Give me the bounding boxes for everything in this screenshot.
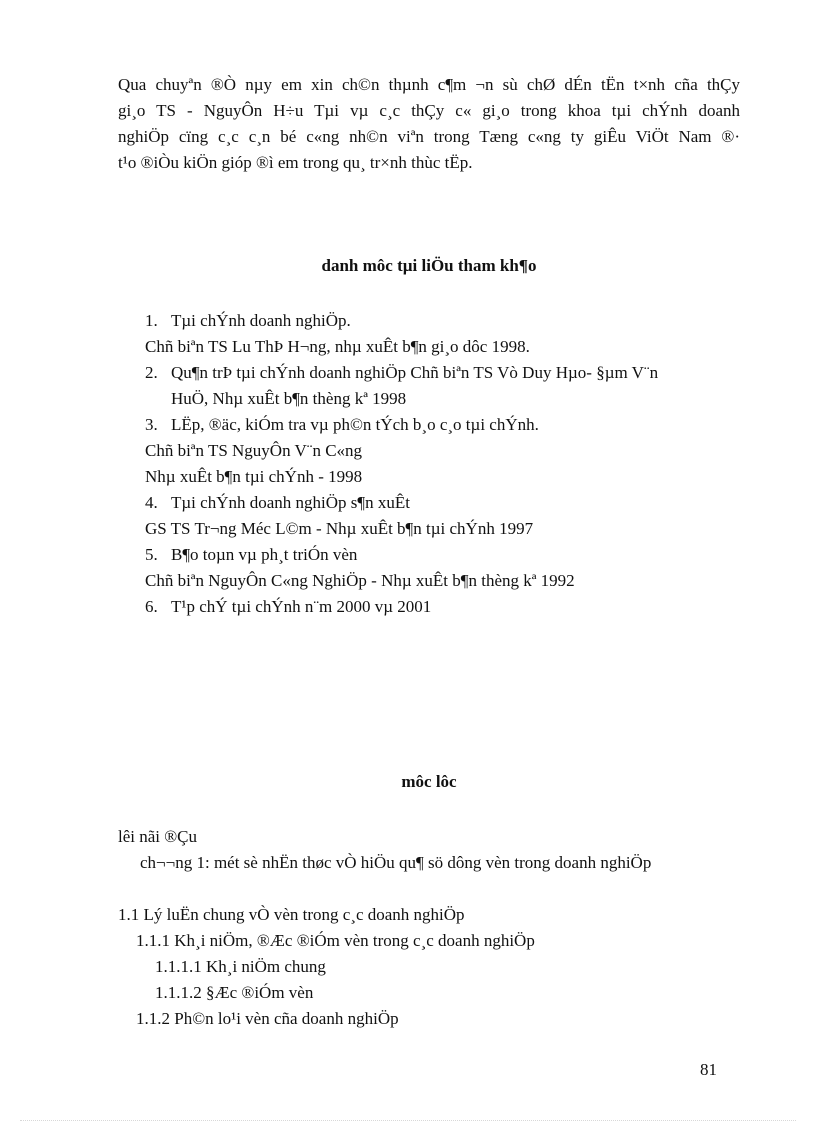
references-list xyxy=(145,308,745,620)
paragraph-line: t¹o ®iÒu kiÖn gióp ®ì em trong qu¸ tr×nh thùc tËp. xyxy=(118,153,473,172)
reference-number: 5. xyxy=(145,545,158,564)
acknowledgement-paragraph xyxy=(118,72,740,176)
reference-number: 4. xyxy=(145,493,158,512)
table-of-contents xyxy=(118,824,758,1032)
toc-entry: 1.1.2 Ph©n lo¹i vèn cña doanh nghiÖp xyxy=(136,1009,399,1028)
reference-line xyxy=(145,334,745,360)
toc-entry: ch¬¬ng 1: mét sè nhËn thøc vÒ hiÖu qu¶ sö dông vèn trong doanh nghiÖp xyxy=(140,853,652,872)
references-heading: danh môc tµi liÖu tham kh¶o xyxy=(321,256,537,275)
reference-line xyxy=(145,412,745,438)
reference-line xyxy=(145,464,745,490)
reference-line xyxy=(145,360,745,386)
reference-number: 6. xyxy=(145,597,158,616)
reference-number: 3. xyxy=(145,415,158,434)
reference-text: Chñ biªn NguyÔn C«ng NghiÖp - Nhµ xuÊt b¶n thèng kª 1992 xyxy=(145,571,575,590)
paragraph-line: Qua chuyªn ®Ò nµy em xin ch©n thµnh c¶m ¬n sù chØ dÉn tËn t×nh cña thÇy xyxy=(118,75,740,94)
reference-text: Tµi chÝnh doanh nghiÖp s¶n xuÊt xyxy=(171,493,410,512)
toc-entry: 1.1.1.1 Kh¸i niÖm chung xyxy=(155,957,326,976)
toc-spacer xyxy=(118,876,758,902)
paragraph-line: nghiÖp cïng c¸c c¸n bé c«ng nh©n viªn trong Tæng c«ng ty giÊu ViÖt Nam ®· xyxy=(118,127,740,146)
toc-entry: lêi nãi ®Çu xyxy=(118,827,198,846)
reference-line xyxy=(145,542,745,568)
reference-text: Chñ biªn TS NguyÔn V¨n C«ng xyxy=(145,441,363,460)
reference-text: GS TS Tr¬ng Méc L©m - Nhµ xuÊt b¶n tµi chÝnh 1997 xyxy=(145,519,534,538)
reference-line xyxy=(145,594,745,620)
reference-text: LËp, ®äc, kiÓm tra vµ ph©n tÝch b¸o c¸o tµi chÝnh. xyxy=(171,415,539,434)
reference-text: Nhµ xuÊt b¶n tµi chÝnh - 1998 xyxy=(145,467,363,486)
reference-text: Chñ biªn TS Lu ThÞ H¬ng, nhµ xuÊt b¶n gi¸o dôc 1998. xyxy=(145,337,530,356)
toc-entry: 1.1 Lý luËn chung vÒ vèn trong c¸c doanh nghiÖp xyxy=(118,905,465,924)
reference-text: Qu¶n trÞ tµi chÝnh doanh nghiÖp Chñ biªn TS Vò Duy Hµo- §µm V¨n xyxy=(171,363,659,382)
reference-line xyxy=(145,308,745,334)
reference-text: T¹p chÝ tµi chÝnh n¨m 2000 vµ 2001 xyxy=(171,597,432,616)
reference-line xyxy=(145,490,745,516)
page-bottom-rule xyxy=(20,1120,796,1121)
reference-number: 2. xyxy=(145,363,158,382)
reference-text: B¶o toµn vµ ph¸t triÓn vèn xyxy=(171,545,358,564)
reference-line xyxy=(145,386,745,412)
toc-entry: 1.1.1.2 §Æc ®iÓm vèn xyxy=(155,983,314,1002)
toc-entry: 1.1.1 Kh¸i niÖm, ®Æc ®iÓm vèn trong c¸c doanh nghiÖp xyxy=(136,931,535,950)
reference-line xyxy=(145,438,745,464)
reference-number: 1. xyxy=(145,311,158,330)
reference-text: HuÖ, Nhµ xuÊt b¶n thèng kª 1998 xyxy=(171,389,407,408)
reference-line xyxy=(145,516,745,542)
paragraph-line: gi¸o TS - NguyÔn H÷u Tµi vµ c¸c thÇy c« gi¸o trong khoa tµi chÝnh doanh xyxy=(118,101,740,120)
reference-line xyxy=(145,568,745,594)
reference-text: Tµi chÝnh doanh nghiÖp. xyxy=(171,311,351,330)
page-number: 81 xyxy=(700,1060,717,1079)
toc-heading: môc lôc xyxy=(401,772,457,791)
